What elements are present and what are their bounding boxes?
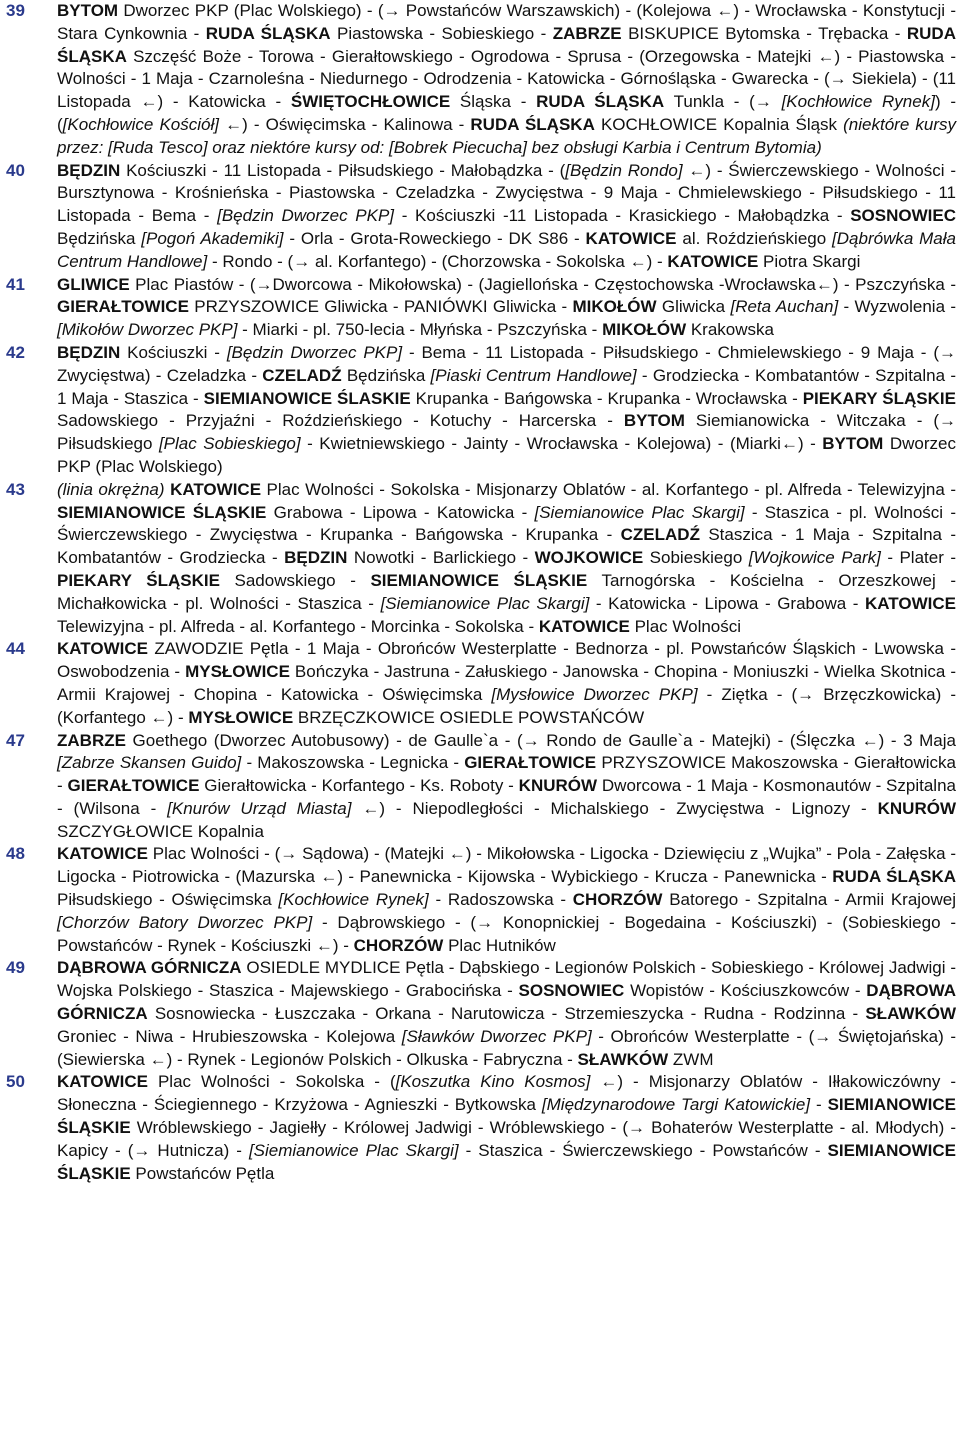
city-name: SŁAWKÓW <box>865 1004 956 1024</box>
stop-note: [Mikołów Dworzec PKP] <box>57 320 238 340</box>
city-name: KNURÓW <box>877 798 956 818</box>
stop-note: [Siemianowice Plac Skargi] <box>534 502 745 522</box>
city-name: RUDA ŚLĄSKA <box>205 23 331 43</box>
route-description <box>57 0 956 160</box>
route-entry <box>6 730 956 844</box>
city-name: KATOWICE <box>538 616 630 636</box>
street-segment: Wopistów - Kościuszkowców - <box>624 981 867 1001</box>
street-segment: ZAWODZIE Pętla - 1 Maja - Obrońców Westerplatte - Bednorza - pl. Powstańców Śląskich - Lwowska - Oswobodzenia - <box>57 639 956 682</box>
street-segment: Plac Piastów - (→Dworcowa - Mikołowska) - (Jagiellońska - Częstochowska -Wrocławska←) - Pszczyńska - <box>129 274 956 294</box>
city-name: MIKOŁÓW <box>602 320 687 340</box>
stop-note: [Kochłowice Kościół] <box>62 114 219 134</box>
city-name: RUDA ŚLĄSKA <box>470 114 595 134</box>
stop-note: [Kochłowice Rynek] <box>781 92 935 112</box>
street-segment: Kościuszki - <box>120 342 227 362</box>
street-segment: Plac Hutników <box>443 935 556 955</box>
city-name: CHORZÓW <box>353 935 444 955</box>
stop-note: [Zabrze Skansen Guido] <box>57 753 242 773</box>
city-name: GIERAŁTOWICE <box>67 776 200 796</box>
street-segment: Sobieskiego <box>643 548 749 568</box>
street-segment: Dworzec PKP (Plac Wolskiego) <box>57 434 956 476</box>
street-segment: - Orla - Grota-Roweckiego - DK S86 - <box>283 228 586 248</box>
stop-note: [Kochłowice Rynek] <box>278 890 429 910</box>
city-name: ZABRZE <box>57 730 126 750</box>
route-entry <box>6 638 956 729</box>
street-segment: Dworzec PKP (Plac Wolskiego) - (→ Powstańców Warszawskich) - (Kolejowa ←) - Wrocławska - Konstytucji - Stara Cynkownia - <box>57 1 956 43</box>
city-name: BYTOM <box>822 434 884 454</box>
city-name: PIEKARY ŚLĄSKIE <box>57 570 220 590</box>
city-name: KATOWICE <box>57 1072 148 1092</box>
street-segment: - Radoszowska - <box>428 890 573 910</box>
city-name: RUDA ŚLĄSKA <box>832 867 957 887</box>
city-name: DĄBROWA GÓRNICZA <box>57 958 242 978</box>
city-name: MIKOŁÓW <box>572 297 657 317</box>
stop-note: [Będzin Dworzec PKP] <box>217 206 395 226</box>
route-description <box>57 638 956 729</box>
route-number: 40 <box>6 160 25 180</box>
stop-note: [Dąbrówka Mała Centrum Handlowe] <box>57 228 956 271</box>
stop-note: [Piaski Centrum Handlowe] <box>430 365 637 385</box>
city-name: BĘDZIN <box>57 342 121 362</box>
city-name: RUDA ŚLĄSKA <box>57 23 956 66</box>
street-segment: Krupanka - Bańgowska - Krupanka - Wrocławska - <box>410 388 803 408</box>
city-name: KATOWICE <box>57 844 148 864</box>
street-segment: ←) - Misjonarzy Oblatów - Iłłakowiczówny - Słoneczna - Ściegiennego - Krzyżowa - Agnieszki - Bytkowska <box>57 1072 956 1115</box>
stop-note: [Siemianowice Plac Skargi] <box>380 593 590 613</box>
street-segment: Staszica - 1 Maja - Szpitalna - Kombatantów - Grodziecka - <box>57 525 957 568</box>
route-entry <box>6 957 956 1071</box>
route-number: 48 <box>6 844 25 864</box>
city-name: SIEMIANOWICE ŚLĄSKIE <box>57 1095 957 1138</box>
street-segment: Nowotki - Barlickiego - <box>347 548 535 568</box>
route-entry <box>6 1071 956 1185</box>
city-name: SIEMIANOWICE ŚLĄSKIE <box>57 1140 956 1183</box>
stop-note: [Międzynarodowe Targi Katowickie] <box>541 1095 811 1115</box>
city-name: CHORZÓW <box>572 890 663 910</box>
street-segment: PRZYSZOWICE Gliwicka - PANIÓWKI Gliwicka - <box>188 297 573 317</box>
route-entry <box>6 160 956 274</box>
city-name: PIEKARY ŚLĄSKIE <box>802 388 956 408</box>
route-description <box>57 160 956 274</box>
city-name: SOSNOWIEC <box>518 981 625 1001</box>
city-name: GLIWICE <box>57 274 130 294</box>
street-segment: Plac Wolności <box>629 616 742 636</box>
stop-note: [Będzin Rondo] <box>565 160 683 180</box>
street-segment: - Grodziecka - Kombatantów - Szpitalna - 1 Maja - Staszica - <box>57 365 956 408</box>
city-name: KATOWICE <box>585 228 677 248</box>
route-number: 47 <box>6 730 25 750</box>
route-entry <box>6 274 956 342</box>
street-segment: Groniec - Niwa - Hrubieszowska - Kolejowa <box>57 1026 402 1046</box>
street-segment: Siemianowicka - Witczaka - (→ Piłsudskiego <box>57 411 956 454</box>
street-segment: Piotra Skargi <box>758 251 861 271</box>
route-description <box>57 843 956 957</box>
street-segment: Plac Wolności - Sokolska - Misjonarzy Oblatów - al. Korfantego - pl. Alfreda - Telewizyjna - <box>261 479 956 499</box>
street-segment: Dworcowa - 1 Maja - Kosmonautów - Szpitalna - (Wilsona - <box>57 776 956 818</box>
street-segment: Grabowa - Lipowa - Katowicka - <box>266 502 535 522</box>
stop-note: [Mysłowice Dworzec PKP] <box>491 684 698 704</box>
street-segment: OSIEDLE MYDLICE Pętla - Dąbskiego - Legionów Polskich - Sobieskiego - Królowej Jadwigi - Wojska Polskiego - Staszica - Majewskiego - Grabocińska - <box>57 958 956 1001</box>
route-number: 50 <box>6 1072 25 1092</box>
street-segment: ←) - Oświęcimska - Kalinowa - <box>219 114 471 134</box>
stop-note: [Reta Auchan] <box>730 297 839 317</box>
stop-note: [Knurów Urząd Miasta] <box>167 798 352 818</box>
city-name: KATOWICE <box>865 593 956 613</box>
city-name: KATOWICE <box>57 639 148 659</box>
city-name: GIERAŁTOWICE <box>464 753 597 773</box>
route-description <box>57 730 956 844</box>
stop-note: [Koszutka Kino Kosmos] <box>395 1072 591 1092</box>
street-segment: BRZĘCZKOWICE OSIEDLE POWSTAŃCÓW <box>293 707 645 727</box>
street-segment: - Makoszowska - Legnicka - <box>241 753 465 773</box>
city-name: KNURÓW <box>518 776 598 796</box>
city-name: MYSŁOWICE <box>188 707 294 727</box>
street-segment: - <box>810 1095 828 1115</box>
city-name: GIERAŁTOWICE <box>57 297 189 317</box>
street-segment: ) - ( <box>57 92 956 134</box>
street-segment: - Rondo - (→ al. Korfantego) - (Chorzowska - Sokolska ←) - <box>207 251 668 271</box>
stop-note: [Pogoń Akademiki] <box>141 228 284 248</box>
street-segment: SZCZYGŁOWICE Kopalnia <box>57 821 264 841</box>
street-segment: Bończyka - Jastruna - Załuskiego - Janowska - Chopina - Moniuszki - Wielka Skotnica - Armii Krajowej - Chopina - Katowicka - Oświęcimska <box>57 662 956 704</box>
street-segment: Plac Wolności - Sokolska - ( <box>147 1072 396 1092</box>
street-segment: - Obrońców Westerplatte - (→ Świętojańska) - (Siewierska ←) - Rynek - Legionów Polskich - Olkuska - Fabryczna - <box>57 1026 956 1069</box>
street-segment: PRZYSZOWICE Makoszowska - Gierałtowicka - <box>57 753 957 796</box>
street-segment: Będzińska <box>57 228 142 248</box>
street-segment: - Kościuszki -11 Listopada - Krasickiego - Małobądzka - <box>394 206 851 226</box>
route-entry <box>6 479 956 639</box>
street-segment: ←) - Niepodległości - Michalskiego - Zwycięstwa - Lignozy - <box>351 798 878 818</box>
street-segment: Kościuszki - 11 Listopada - Piłsudskiego - Małobądzka - ( <box>120 160 566 180</box>
city-name: RUDA ŚLĄSKA <box>536 92 665 112</box>
street-segment: Tarnogórska - Kościelna - Orzeszkowej - Michałkowicka - pl. Wolności - Staszica - <box>57 570 956 613</box>
city-name: SIEMIANOWICE ŚLASKIE <box>203 388 411 408</box>
street-segment: ←) - Świerczewskiego - Wolności - Bursztynowa - Krośnieńska - Piastowska - Czeladzka - Zwycięstwa - 9 Maja - Chmielewskiego - Piłsudskiego - 11 Listopada - Bema - <box>57 160 956 226</box>
route-description <box>57 479 956 639</box>
street-segment: Krakowska <box>686 320 774 340</box>
street-segment: Piastowska - Sobieskiego - <box>330 23 553 43</box>
street-segment: ZWM <box>668 1049 714 1069</box>
route-number: 49 <box>6 958 25 978</box>
street-segment: Telewizyjna - pl. Alfreda - al. Korfantego - Morcinka - Sokolska - <box>57 616 539 636</box>
stop-note: [Wojkowice Park] <box>748 548 881 568</box>
city-name: MYSŁOWICE <box>185 662 290 682</box>
city-name: BĘDZIN <box>284 548 348 568</box>
street-segment: - Kwietniewskiego - Jainty - Wrocławska - Kolejowa) - (Miarki←) - <box>300 434 823 454</box>
city-name: SŁAWKÓW <box>577 1049 669 1069</box>
city-name: ZABRZE <box>552 23 622 43</box>
stop-note: (niektóre kursy przez: [Ruda Tesco] oraz niektóre kursy od: [Bobrek Piecucha] bez obsługi Karbia i Centrum Bytomia) <box>57 114 956 157</box>
street-segment: al. Roździeńskiego <box>676 228 833 248</box>
street-segment: KOCHŁOWICE Kopalnia Śląsk <box>594 114 844 134</box>
street-segment: - Dąbrowskiego - (→ Konopnickiej - Bogedaina - Kościuszki) - (Sobieskiego - Powstańców - Rynek - Kościuszki ←) - <box>57 912 957 955</box>
street-segment: - Staszica - Świerczewskiego - Powstańców - <box>458 1140 828 1160</box>
city-name: BĘDZIN <box>57 160 121 180</box>
street-segment: Plac Wolności - (→ Sądowa) - (Matejki ←) - Mikołowska - Ligocka - Dziewięciu z „Wujka” - Pola - Załęska - Ligocka - Piotrowicka - (Mazurska ←) - Panewnicka - Kijowska - Wybickiego - Krucza - Panewnicka - <box>57 844 956 887</box>
street-segment: Śląska - <box>450 92 537 112</box>
stop-note: [Chorzów Batory Dworzec PKP] <box>57 912 313 932</box>
route-description <box>57 1071 956 1185</box>
street-segment: Gierałtowicka - Korfantego - Ks. Roboty - <box>199 776 519 796</box>
street-segment: Sadowskiego - Przyjaźni - Roździeńskiego - Kotuchy - Harcerska - <box>57 411 624 431</box>
street-segment: Wróblewskiego - Jagiełły - Królowej Jadwigi - Wróblewskiego - (→ Bohaterów Westerplatte - al. Młodych) - Kapicy - (→ Hutnicza) - <box>57 1118 956 1160</box>
stop-note: [Będzin Dworzec PKP] <box>226 342 403 362</box>
route-number: 43 <box>6 479 25 499</box>
street-segment: BISKUPICE Bytomska - Trębacka - <box>621 23 907 43</box>
city-name: SIEMIANOWICE ŚLĄSKIE <box>57 502 267 522</box>
street-segment: Sosnowiecka - Łuszczaka - Orkana - Narutowicza - Strzemieszycka - Rudna - Rodzinna - <box>147 1004 866 1024</box>
city-name: WOJKOWICE <box>534 548 644 568</box>
stop-note: (linia okrężna) <box>57 479 165 499</box>
city-name: CZELADŹ <box>620 525 700 545</box>
street-segment: Szczęść Boże - Torowa - Gierałtowskiego - Ogrodowa - Sprusa - (Orzegowska - Matejki ←) - Piastowska - Wolności - 1 Maja - Czarnoleśna - Niedurnego - Odrodzenia - Katowicka - Górnośląska - Gwarecka - (→ Siekiela) - (11 Listopada ←) - Katowicka - <box>57 46 956 112</box>
route-entry <box>6 342 956 479</box>
street-segment: Batorego - Szpitalna - Armii Krajowej <box>662 890 957 910</box>
route-description <box>57 274 956 342</box>
stop-note: [Plac Sobieskiego] <box>158 434 301 454</box>
street-segment: - Katowicka - Lipowa - Grabowa - <box>589 593 866 613</box>
route-entry <box>6 843 956 957</box>
city-name: DĄBROWA GÓRNICZA <box>57 981 956 1024</box>
stop-note: [Siemianowice Plac Skargi] <box>248 1140 459 1160</box>
stop-note: [Sławków Dworzec PKP] <box>401 1026 592 1046</box>
city-name: KATOWICE <box>667 251 759 271</box>
city-name: BYTOM <box>57 1 119 20</box>
street-segment: Tunkla - (→ <box>664 92 782 112</box>
street-segment: - Ziętka - (→ Brzęczkowicka) - (Korfantego ←) - <box>57 684 956 727</box>
city-name: KATOWICE <box>170 479 262 499</box>
route-number: 42 <box>6 342 25 362</box>
street-segment: Powstańców Pętla <box>130 1163 275 1183</box>
street-segment: Gliwicka <box>656 297 731 317</box>
street-segment: - Plater - <box>880 548 956 568</box>
route-number: 41 <box>6 274 25 294</box>
city-name: ŚWIĘTOCHŁOWICE <box>290 92 451 112</box>
street-segment: Sadowskiego - <box>219 570 371 590</box>
street-segment: Będzińska <box>341 365 431 385</box>
route-number: 39 <box>6 1 25 20</box>
route-description <box>57 342 956 479</box>
city-name: SOSNOWIEC <box>850 206 956 226</box>
city-name: SIEMIANOWICE ŚLĄSKIE <box>370 570 588 590</box>
route-number: 44 <box>6 639 25 659</box>
street-segment: - Miarki - pl. 750-lecia - Młyńska - Pszczyńska - <box>237 320 603 340</box>
route-description <box>57 957 956 1071</box>
street-segment: - Wyzwolenia - <box>838 297 957 317</box>
street-segment: Goethego (Dworzec Autobusowy) - de Gaulle`a - (→ Rondo de Gaulle`a - Matejki) - (Ślęczka ←) - 3 Maja <box>125 730 956 750</box>
street-segment: Piłsudskiego - Oświęcimska <box>57 890 279 910</box>
city-name: BYTOM <box>623 411 685 431</box>
city-name: CZELADŹ <box>262 365 342 385</box>
street-segment: - Staszica - pl. Wolności - Świerczewskiego - Zwycięstwa - Krupanka - Bańgowska - Krupanka - <box>57 502 956 545</box>
route-entry <box>6 0 956 160</box>
street-segment: - Bema - 11 Listopada - Piłsudskiego - Chmielewskiego - 9 Maja - (→ Zwycięstwa) - Czeladzka - <box>57 342 956 385</box>
